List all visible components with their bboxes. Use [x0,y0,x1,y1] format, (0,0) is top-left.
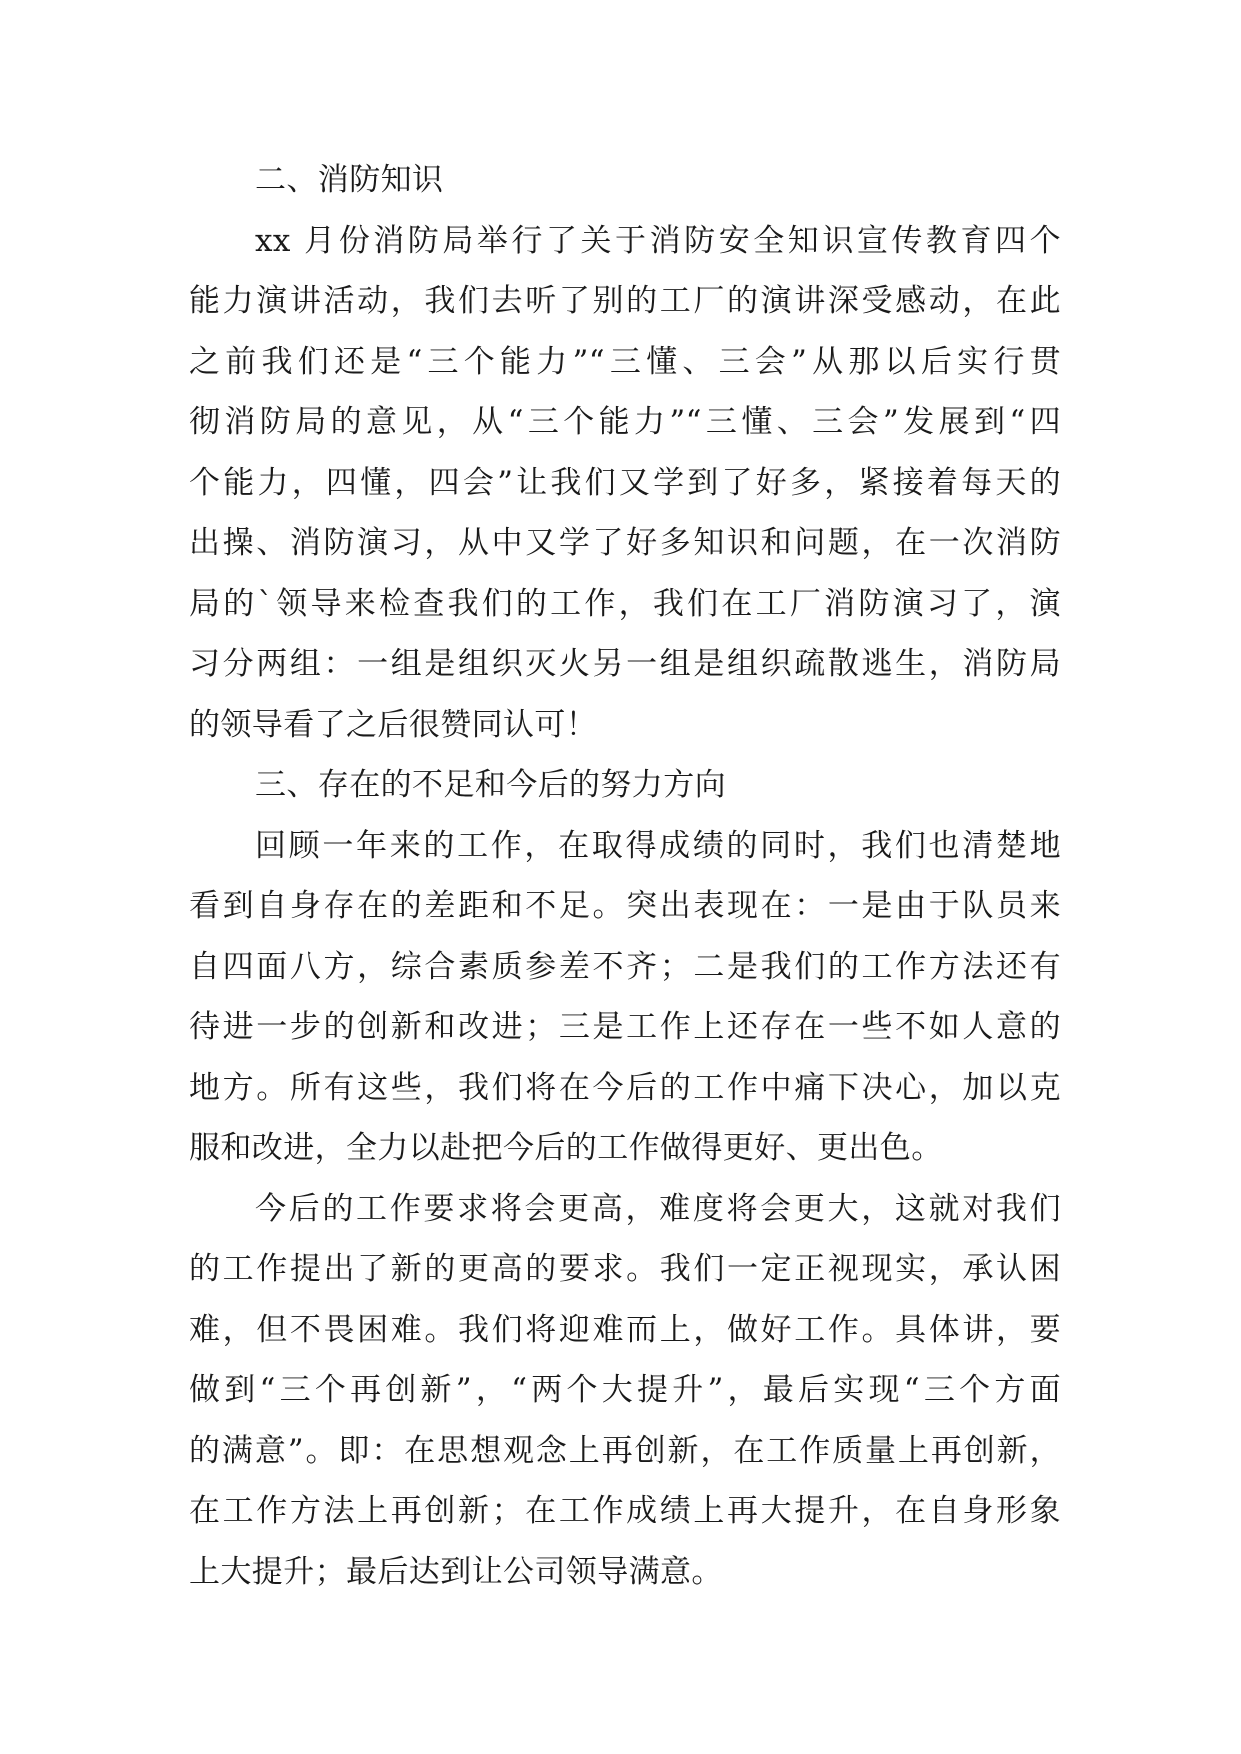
text-line: 的工作提出了新的更高的要求。我们一定正视现实，承认困 [189,1251,1061,1287]
document-body [189,150,1061,1602]
text-line: 在工作方法上再创新；在工作成绩上再大提升，在自身形象 [189,1493,1061,1529]
text-line: 彻消防局的意见，从“三个能力”“三懂、三会”发展到“四 [189,404,1061,440]
text-line: 的满意”。即：在思想观念上再创新，在工作质量上再创新， [189,1432,1061,1469]
text-line: 三、存在的不足和今后的努力方向 [255,767,726,803]
text-line: 待进一步的创新和改进；三是工作上还存在一些不如人意的 [189,1009,1061,1045]
text-line: 今后的工作要求将会更高，难度将会更大，这就对我们 [255,1190,1061,1227]
text-line: 之前我们还是“三个能力”“三懂、三会”从那以后实行贯 [189,343,1061,380]
text-line: 的领导看了之后很赞同认可！ [189,706,598,743]
text-line: 习分两组：一组是组织灭火另一组是组织疏散逃生，消防局 [189,646,1061,682]
text-line: 个能力，四懂，四会”让我们又学到了好多，紧接着每天的 [189,464,1061,501]
text-line: 服和改进，全力以赴把今后的工作做得更好、更出色。 [189,1130,943,1166]
text-line: xx 月份消防局举行了关于消防安全知识宣传教育四个 [255,222,1061,259]
text-line: 能力演讲活动，我们去听了别的工厂的演讲深受感动，在此 [189,283,1061,319]
text-line: 上大提升；最后达到让公司领导满意。 [189,1553,723,1590]
text-line: 局的`领导来检查我们的工作，我们在工厂消防演习了，演 [189,585,1061,622]
text-line: 回顾一年来的工作，在取得成绩的同时，我们也清楚地 [255,827,1061,864]
text-line: 二、消防知识 [255,162,444,198]
text-line: 做到“三个再创新”，“两个大提升”，最后实现“三个方面 [189,1372,1061,1408]
text-line: 地方。所有这些，我们将在今后的工作中痛下决心，加以克 [189,1069,1061,1106]
text-line: 看到自身存在的差距和不足。突出表现在：一是由于队员来 [189,888,1061,924]
text-line: 出操、消防演习，从中又学了好多知识和问题，在一次消防 [189,525,1061,561]
text-line: 难，但不畏困难。我们将迎难而上，做好工作。具体讲，要 [189,1311,1061,1348]
text-line: 自四面八方，综合素质参差不齐；二是我们的工作方法还有 [189,948,1061,985]
